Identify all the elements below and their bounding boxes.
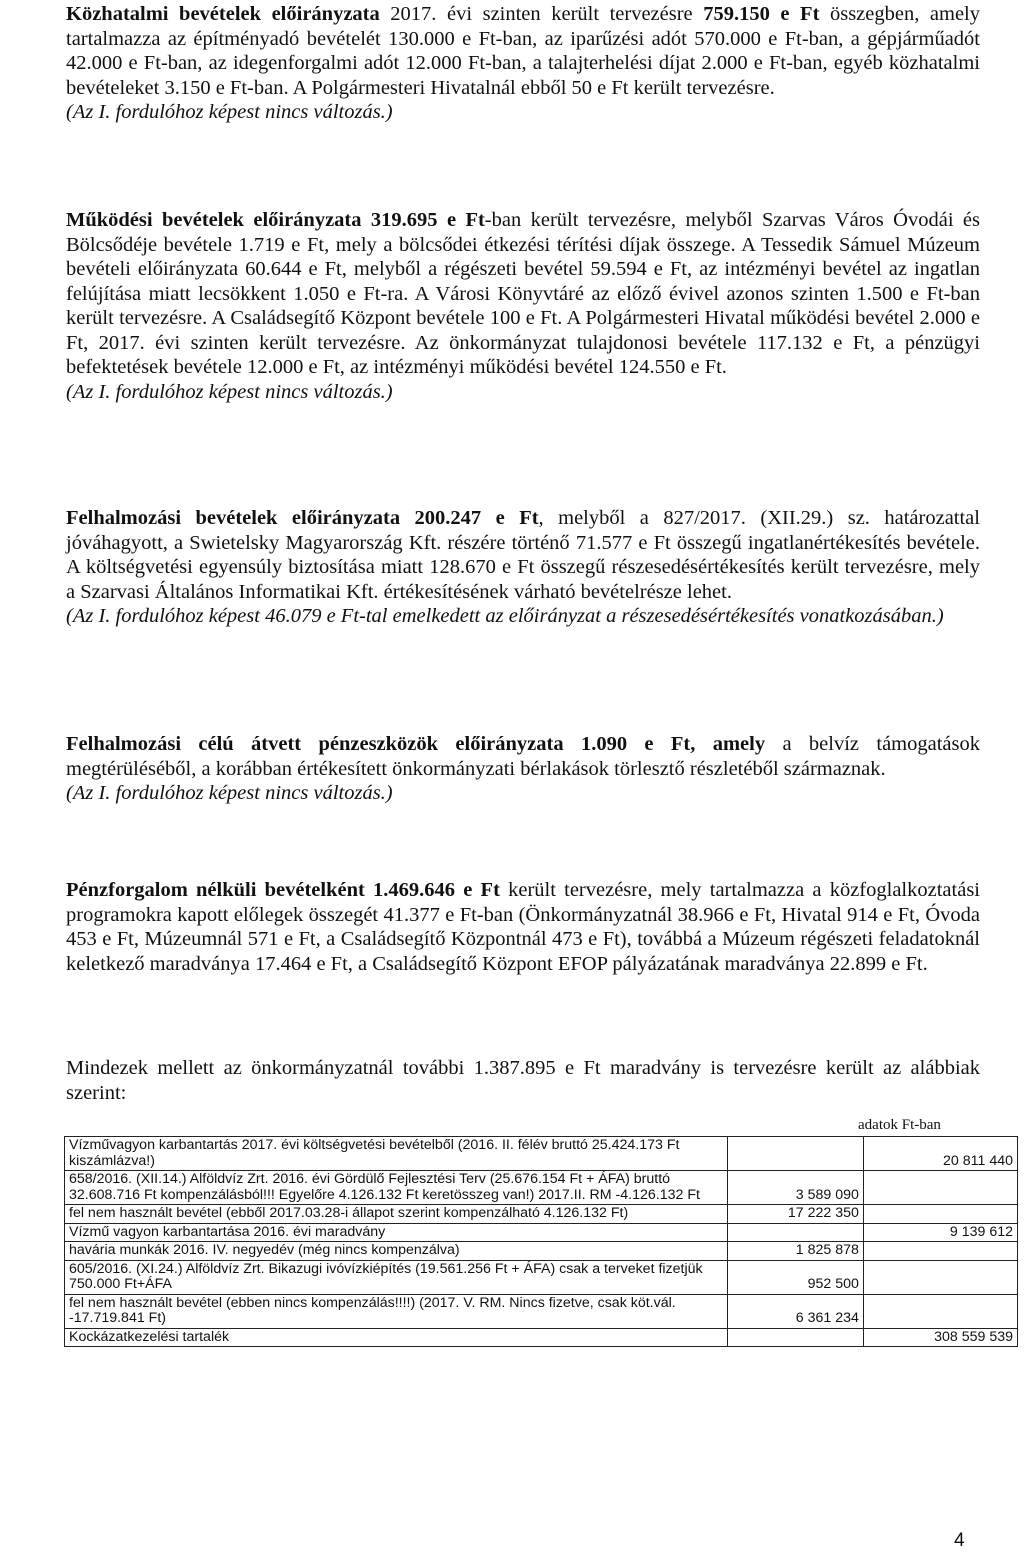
text-segment: összegben, amely tartalmazza az építményadó bevételét 130.000 e Ft-ban, az iparűzési adót 570.000 e Ft-ban, a gépjárműadót 42.000 e Ft-ban, az idegenforgalmi adót 12.000 Ft-ban, a talajterhelési díjat 2.000 e Ft-ban, egyéb közhatalmi bevételeket 3.150 e Ft-ban. A Polgármesteri Hivatalnál ebből 50 e Ft került tervezésre.: [66, 3, 980, 99]
text-segment: Mindezek mellett az önkormányzatnál további 1.387.895 e Ft maradvány is tervezésre került az alábbiak szerint:: [66, 1057, 980, 1104]
row-description: fel nem használt bevétel (ebben nincs kompenzálás!!!!) (2017. V. RM. Nincs fizetve, csak köt.vál. -17.719.841 Ft): [65, 1294, 728, 1328]
row-amount-col2: [863, 1260, 1017, 1294]
heading-atvett: Felhalmozási célú átvett pénzeszközök előirányzata 1.090 e Ft, amely: [66, 733, 766, 755]
table-row: [65, 1171, 1018, 1205]
row-description: 658/2016. (XII.14.) Alföldvíz Zrt. 2016. évi Gördülő Fejlesztési Terv (25.676.154 Ft + ÁFA) bruttó 32.608.716 Ft kompenzálásból!!! Egyelőre 4.126.132 Ft keretösszeg van!) 2017.II. RM -4.126.132 Ft: [65, 1171, 728, 1205]
table-row: [65, 1260, 1018, 1294]
row-amount-col1: 17 222 350: [727, 1205, 863, 1224]
row-description: fel nem használt bevétel (ebből 2017.03.28-i állapot szerint kompenzálható 4.126.132 Ft): [65, 1205, 728, 1224]
row-description: Kockázatkezelési tartalék: [65, 1328, 728, 1347]
text-segment: a belvíz támogatások megtérüléséből, a korábban értékesített önkormányzati bérlakások törlesztő részletéből származnak.: [66, 733, 980, 780]
paragraph-mukodesi-bevetelek: [66, 208, 980, 404]
row-amount-col1: 952 500: [727, 1260, 863, 1294]
row-amount-col2: 20 811 440: [863, 1137, 1017, 1171]
row-description: Vízművagyon karbantartás 2017. évi költségvetési bevételből (2016. II. félév bruttó 25.424.173 Ft kiszámlázva!): [65, 1137, 728, 1171]
table-row: [65, 1223, 1018, 1242]
row-amount-col1: 1 825 878: [727, 1242, 863, 1261]
row-amount-col2: [863, 1205, 1017, 1224]
table-row: [65, 1294, 1018, 1328]
maradvany-table: [64, 1136, 1018, 1347]
note-mukodesi: (Az I. fordulóhoz képest nincs változás.): [66, 380, 393, 403]
row-amount-col2: [863, 1242, 1017, 1261]
text-segment: került tervezésre, mely tartalmazza a közfoglalkoztatási programokra kapott előlegek összegét 41.377 e Ft-ban (Önkormányzatnál 38.966 e Ft, Hivatal 914 e Ft, Óvoda 453 e Ft, Múzeumnál 571 e Ft, a Családsegítő Központnál 473 e Ft), továbbá a Múzeum régészeti feladatoknál keletkező maradványa 17.464 e Ft, a Családsegítő Központ EFOP pályázatának maradványa 22.899 e Ft.: [66, 879, 980, 975]
heading-penzforgalom: Pénzforgalom nélküli bevételként 1.469.646 e Ft: [66, 879, 500, 901]
text-segment: -ban került tervezésre, melyből Szarvas Város Óvodái és Bölcsődéje bevétele 1.719 e Ft, mely a bölcsődei étkezési térítési díjak összege. A Tessedik Sámuel Múzeum bevételi előirányzata 60.644 e Ft, melyből a régészeti bevétel 59.594 e Ft, az intézményi bevétel az ingatlan felújítása miatt lecsökkent 1.050 e Ft-ra. A Városi Könyvtáré az előző évivel azonos szinten 1.500 e Ft-ban került tervezésre. A Családsegítő Központ bevétele 100 e Ft. A Polgármesteri Hivatal működési bevétel 2.000 e Ft, 2017. évi szinten került tervezésre. Az önkormányzat tulajdonosi bevétele 117.132 e Ft, a pénzügyi befektetések bevétele 12.000 e Ft, az intézményi működési bevétel 124.550 e Ft.: [66, 209, 980, 378]
table-row: [65, 1205, 1018, 1224]
row-amount-col2: 9 139 612: [863, 1223, 1017, 1242]
row-amount-col1: 6 361 234: [727, 1294, 863, 1328]
row-amount-col2: [863, 1294, 1017, 1328]
row-amount-col2: [863, 1171, 1017, 1205]
text-segment: , melyből a 827/2017. (XII.29.) sz. határozattal jóváhagyott, a Swietelsky Magyarország Kft. részére történő 71.577 e Ft összegű ingatlanértékesítés bevétele. A költségvetési egyensúly biztosítása miatt 128.670 e Ft összegű részesedésértékesítés került tervezésre, mely a Szarvasi Általános Informatikai Kft. értékesítésének várható bevételrésze lehet.: [66, 507, 980, 603]
row-description: havária munkák 2016. IV. negyedév (még nincs kompenzálva): [65, 1242, 728, 1261]
note-atvett: (Az I. fordulóhoz képest nincs változás.): [66, 782, 393, 804]
table-row: [65, 1137, 1018, 1171]
text-segment: 2017. évi szinten került tervezésre: [379, 3, 704, 25]
note-felhalmozasi: (Az I. fordulóhoz képest 46.079 e Ft-tal emelkedett az előirányzat a részesedésértékesítés vonatkozásában.): [66, 605, 944, 627]
paragraph-penzforgalom-nelkuli: [66, 878, 980, 976]
paragraph-kozhatalmi-bevetelek: [66, 2, 980, 125]
row-amount-col1: [727, 1223, 863, 1242]
row-amount-col2: 308 559 539: [863, 1328, 1017, 1347]
row-amount-col1: [727, 1328, 863, 1347]
row-amount-col1: 3 589 090: [727, 1171, 863, 1205]
paragraph-felhalmozasi-bevetelek: [66, 506, 980, 629]
amount-bold: 759.150 e Ft: [703, 3, 820, 25]
heading-kozhatalmi: Közhatalmi bevételek előirányzata: [66, 3, 380, 25]
table-row: [65, 1328, 1018, 1347]
heading-felhalmozasi: Felhalmozási bevételek előirányzata 200.247 e Ft: [66, 507, 539, 529]
table-unit-label: adatok Ft-ban: [858, 1117, 941, 1133]
page-number: 4: [954, 1530, 965, 1551]
paragraph-maradvany: [66, 1056, 980, 1105]
table-row: [65, 1242, 1018, 1261]
row-description: 605/2016. (XI.24.) Alföldvíz Zrt. Bikazugi ivóvízkiépítés (19.561.256 Ft + ÁFA) csak a terveket fizetjük 750.000 Ft+ÁFA: [65, 1260, 728, 1294]
row-amount-col1: [727, 1137, 863, 1171]
note-kozhatalmi: (Az I. fordulóhoz képest nincs változás.): [66, 101, 393, 123]
heading-mukodesi: Működési bevételek előirányzata 319.695 e Ft: [66, 209, 485, 231]
paragraph-atvett-penzeszkozok: [66, 732, 980, 806]
row-description: Vízmű vagyon karbantartása 2016. évi maradvány: [65, 1223, 728, 1242]
